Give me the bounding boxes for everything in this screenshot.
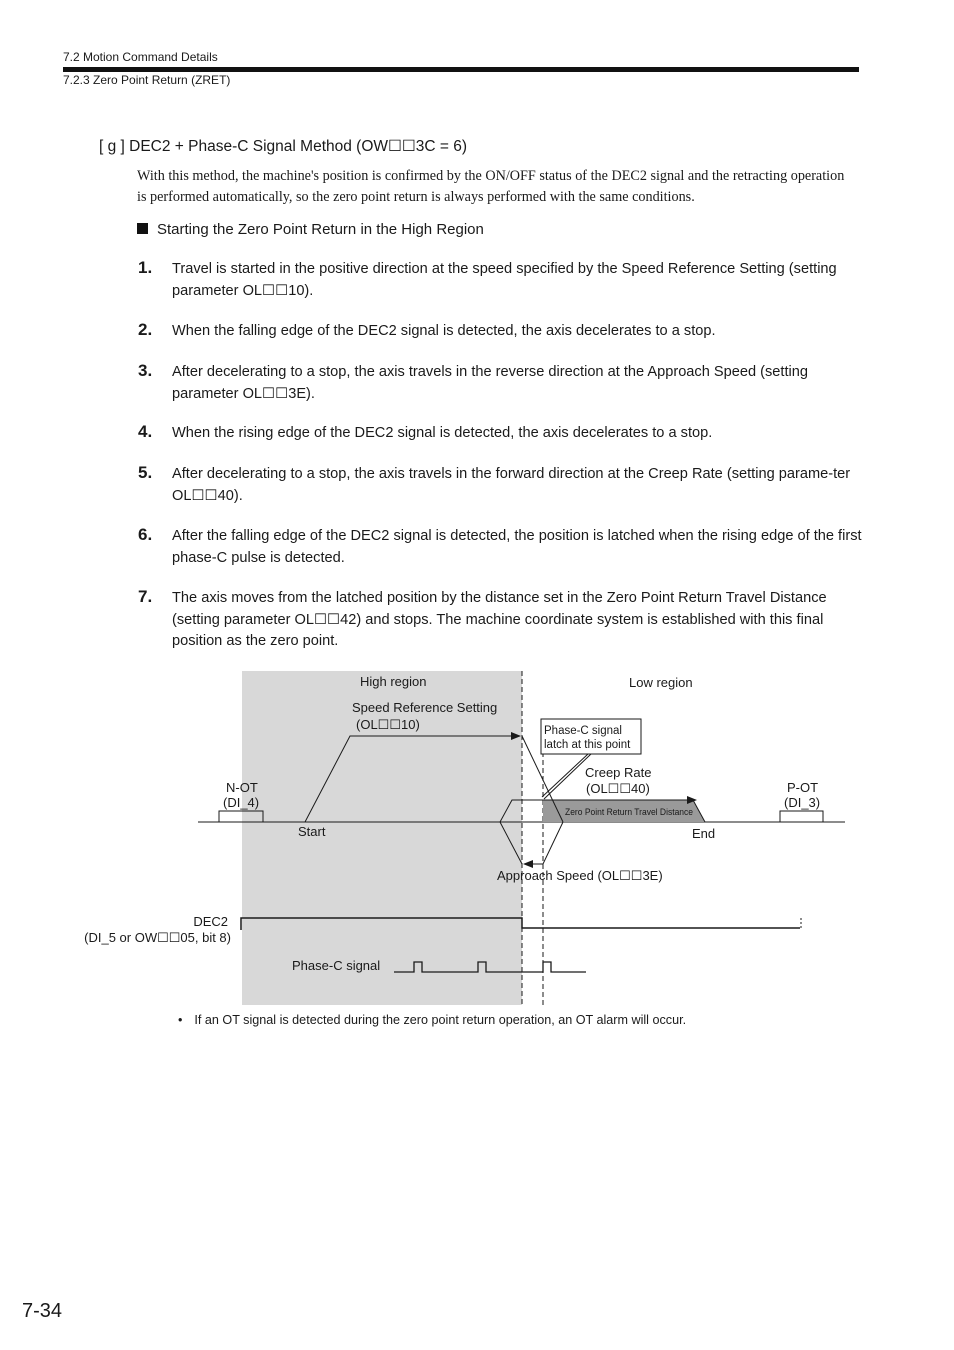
step-text: After decelerating to a stop, the axis travels in the reverse direction at the Approach Speed (setting parameter OL☐☐3E). xyxy=(172,364,809,402)
creep-rate-param: (OL☐☐40) xyxy=(586,781,650,796)
step-number: 3. xyxy=(138,361,153,380)
step-number: 2. xyxy=(138,320,153,339)
note xyxy=(178,1013,686,1027)
step-text: When the falling edge of the DEC2 signal is detected, the axis decelerates to a stop. xyxy=(172,323,716,339)
step-text: After the falling edge of the DEC2 signal is detected, the position is latched when the rising edge of the first phase-C pulse is detected. xyxy=(172,528,862,566)
step-text: Travel is started in the positive direction at the speed specified by the Speed Reference Setting (setting parameter OL☐☐10). xyxy=(172,261,837,299)
step-text: The axis moves from the latched position by the distance set in the Zero Point Return Travel Distance (setting parameter OL☐☐42) and stops. The machine coordinate system is established with this final position as the zero point. xyxy=(172,590,827,649)
n-ot-label: N-OT xyxy=(226,780,258,795)
phase-c-latch-label: Phase-C signal xyxy=(544,725,622,737)
header-subsection: 7.2.3 Zero Point Return (ZRET) xyxy=(63,73,231,87)
dec2-source: (DI_5 or OW☐☐05, bit 8) xyxy=(84,930,231,945)
end-label: End xyxy=(692,826,716,841)
step-number: 7. xyxy=(138,587,153,606)
intro-paragraph: With this method, the machine's position is confirmed by the ON/OFF status of the DEC2 signal and the retracting operation is performed automatically, so the zero point return is always performed with the same conditions. xyxy=(137,168,845,205)
start-label: Start xyxy=(298,824,326,839)
step-number: 6. xyxy=(138,525,153,544)
note-text: If an OT signal is detected during the zero point return operation, an OT alarm will occur. xyxy=(194,1013,687,1027)
high-region-label: High region xyxy=(360,674,427,689)
header-section: 7.2 Motion Command Details xyxy=(63,50,218,64)
low-region-label: Low region xyxy=(629,675,693,690)
page-number: 7-34 xyxy=(22,1300,63,1322)
step-number: 4. xyxy=(138,422,153,441)
creep-rate-label: Creep Rate xyxy=(585,765,652,780)
step-number: 5. xyxy=(138,463,153,482)
step-text: When the rising edge of the DEC2 signal is detected, the axis decelerates to a stop. xyxy=(172,425,713,441)
phase-c-latch-label: latch at this point xyxy=(544,739,631,751)
dec2-label: DEC2 xyxy=(193,914,228,929)
callout-leader xyxy=(544,754,591,799)
step-number: 1. xyxy=(138,258,153,277)
p-ot-label: P-OT xyxy=(787,780,819,795)
approach-speed-label: Approach Speed (OL☐☐3E) xyxy=(497,868,663,883)
speed-ref-label: Speed Reference Setting xyxy=(352,700,498,715)
n-ot-input: (DI_4) xyxy=(223,795,260,810)
speed-ref-param: (OL☐☐10) xyxy=(356,717,420,732)
section-title: [ g ] DEC2 + Phase-C Signal Method (OW☐☐3C = 6) xyxy=(99,138,468,155)
subheading-text: Starting the Zero Point Return in the High Region xyxy=(157,221,484,238)
p-ot-pulse xyxy=(780,811,823,822)
zret-distance-label: Zero Point Return Travel Distance xyxy=(565,807,693,818)
p-ot-input: (DI_3) xyxy=(784,795,821,810)
step-text: After decelerating to a stop, the axis travels in the forward direction at the Creep Rate (setting parame-ter OL☐☐40). xyxy=(172,466,851,504)
bullet-icon: • xyxy=(178,1013,183,1027)
callout-leader xyxy=(542,754,588,797)
phase-c-signal-label: Phase-C signal xyxy=(292,958,381,973)
